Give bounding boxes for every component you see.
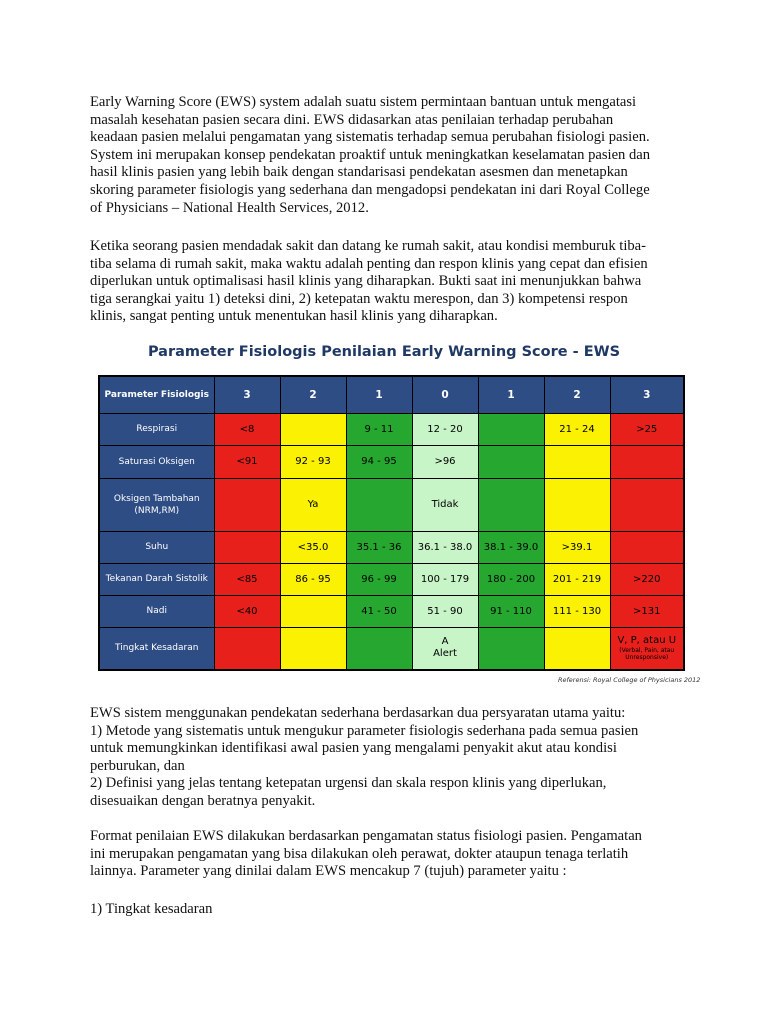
header-cell: Parameter Fisiologis: [99, 376, 214, 413]
text-line: untuk memungkinkan identifikasi awal pasien yang mengalami penyakit akut atau kondisi: [90, 740, 617, 757]
vpu-note: (Verbal, Pain, atau Unresponsive): [619, 647, 675, 662]
score-cell: 35.1 - 36: [346, 531, 412, 563]
score-cell: 91 - 110: [478, 595, 544, 627]
score-cell: [478, 478, 544, 531]
score-cell-vpu: [610, 627, 684, 670]
text-line: tiba selama di rumah sakit, maka waktu adalah penting dan respon klinis yang cepat dan efisien: [90, 255, 648, 272]
score-cell: 92 - 93: [280, 445, 346, 478]
figure-reference: Referensi: Royal College of Physicians 2012: [558, 676, 701, 684]
score-cell: [610, 445, 684, 478]
ews-parameter-table: [98, 375, 685, 671]
intro-paragraph: [90, 94, 685, 217]
score-cell: 180 - 200: [478, 563, 544, 595]
fourth-paragraph: [90, 828, 685, 881]
score-cell: 100 - 179: [412, 563, 478, 595]
text-line: tiga serangkai yaitu 1) deteksi dini, 2) ketepatan waktu merespon, dan 3) kompetensi respon: [90, 290, 628, 307]
header-cell: 2: [544, 376, 610, 413]
score-cell: [544, 478, 610, 531]
score-cell: [610, 478, 684, 531]
text-line: skoring parameter fisiologis yang sederhana dan mengadopsi pendekatan ini dari Royal College: [90, 181, 650, 198]
param-cell: Oksigen Tambahan (NRM,RM): [99, 478, 214, 531]
score-cell: [280, 413, 346, 445]
text-line: diperlukan untuk optimalisasi hasil klinis yang diharapkan. Bukti saat ini menunjukkan bahwa: [90, 273, 642, 290]
text-line: keadaan pasien melalui pengamatan yang sistematis terhadap semua perubahan fisiologi pasien.: [90, 129, 650, 146]
score-cell: [280, 595, 346, 627]
alert-code: A: [441, 636, 449, 648]
score-cell: 86 - 95: [280, 563, 346, 595]
score-cell: <85: [214, 563, 280, 595]
header-cell: 1: [478, 376, 544, 413]
text-line: Early Warning Score (EWS) system adalah suatu sistem permintaan bantuan untuk mengatasi: [90, 94, 637, 110]
table-row: [99, 531, 684, 563]
score-cell: 96 - 99: [346, 563, 412, 595]
table-row: [99, 445, 684, 478]
score-cell: 38.1 - 39.0: [478, 531, 544, 563]
score-cell: <40: [214, 595, 280, 627]
alert-label: Alert: [433, 648, 457, 660]
text-line: 2) Definisi yang jelas tentang ketepatan urgensi dan skala respon klinis yang diperlukan,: [90, 775, 607, 792]
score-cell: 9 - 11: [346, 413, 412, 445]
score-cell: 51 - 90: [412, 595, 478, 627]
score-cell: 12 - 20: [412, 413, 478, 445]
table-header-row: [99, 376, 684, 413]
param-cell: Respirasi: [99, 413, 214, 445]
score-cell: [214, 627, 280, 670]
score-cell: [478, 445, 544, 478]
header-cell: 0: [412, 376, 478, 413]
vpu-label: V, P, atau U: [617, 635, 677, 647]
score-cell: >39.1: [544, 531, 610, 563]
text-line: klinis, sangat penting untuk menentukan hasil klinis yang diharapkan.: [90, 308, 498, 325]
score-cell: 201 - 219: [544, 563, 610, 595]
header-cell: 3: [610, 376, 684, 413]
score-cell: Tidak: [412, 478, 478, 531]
score-cell: >220: [610, 563, 684, 595]
text-line: 1) Metode yang sistematis untuk mengukur parameter fisiologis sederhana pada semua pasien: [90, 722, 639, 739]
header-cell: 1: [346, 376, 412, 413]
table-row: [99, 563, 684, 595]
score-cell: [610, 531, 684, 563]
text-line: Format penilaian EWS dilakukan berdasarkan pengamatan status fisiologi pasien. Pengamatan: [90, 828, 642, 844]
score-cell: <35.0: [280, 531, 346, 563]
score-cell: 41 - 50: [346, 595, 412, 627]
table-row: [99, 595, 684, 627]
score-cell: 111 - 130: [544, 595, 610, 627]
second-paragraph: [90, 238, 685, 326]
table-row: [99, 627, 684, 670]
text-line: masalah kesehatan pasien secara dini. EWS didasarkan atas penilaian terhadap perubahan: [90, 111, 614, 128]
score-cell: [214, 531, 280, 563]
param-cell: Nadi: [99, 595, 214, 627]
score-cell: >96: [412, 445, 478, 478]
score-cell: [544, 445, 610, 478]
text-line: hasil klinis pasien yang lebih baik dengan standarisasi pendekatan asesmen dan menetapkan: [90, 164, 628, 181]
header-cell: 3: [214, 376, 280, 413]
figure-title: Parameter Fisiologis Penilaian Early Warning Score - EWS: [147, 344, 621, 360]
score-cell: >131: [610, 595, 684, 627]
score-cell: [214, 478, 280, 531]
list-item: [90, 901, 685, 919]
param-cell: Suhu: [99, 531, 214, 563]
score-cell: [346, 478, 412, 531]
text-line: disesuaikan dengan beratnya penyakit.: [90, 792, 316, 809]
text-line: perburukan, dan: [90, 757, 185, 774]
score-cell: Ya: [280, 478, 346, 531]
param-cell: Saturasi Oksigen: [99, 445, 214, 478]
text-line: EWS sistem menggunakan pendekatan sederhana berdasarkan dua persyaratan utama yaitu:: [90, 705, 626, 721]
text-line: of Physicians – National Health Services, 2012.: [90, 199, 369, 216]
text-line: ini merupakan pengamatan yang bisa dilakukan oleh perawat, dokter ataupun tenaga terlatih: [90, 845, 629, 862]
score-cell: [280, 627, 346, 670]
score-cell: <91: [214, 445, 280, 478]
text-line: 1) Tingkat kesadaran: [90, 901, 213, 917]
score-cell: [346, 627, 412, 670]
score-cell-alert: [412, 627, 478, 670]
score-cell: [478, 627, 544, 670]
text-line: Ketika seorang pasien mendadak sakit dan datang ke rumah sakit, atau kondisi memburuk tiba-: [90, 238, 647, 254]
text-line: lainnya. Parameter yang dinilai dalam EWS mencakup 7 (tujuh) parameter yaitu :: [90, 863, 567, 880]
param-cell: Tingkat Kesadaran: [99, 627, 214, 670]
third-paragraph: [90, 705, 685, 811]
table-row: [99, 478, 684, 531]
score-cell: [478, 413, 544, 445]
score-cell: 36.1 - 38.0: [412, 531, 478, 563]
score-cell: <8: [214, 413, 280, 445]
score-cell: [544, 627, 610, 670]
score-cell: 21 - 24: [544, 413, 610, 445]
text-line: System ini merupakan konsep pendekatan proaktif untuk meningkatkan keselamatan pasien dan: [90, 146, 651, 163]
param-cell: Tekanan Darah Sistolik: [99, 563, 214, 595]
score-cell: >25: [610, 413, 684, 445]
header-cell: 2: [280, 376, 346, 413]
table-row: [99, 413, 684, 445]
score-cell: 94 - 95: [346, 445, 412, 478]
